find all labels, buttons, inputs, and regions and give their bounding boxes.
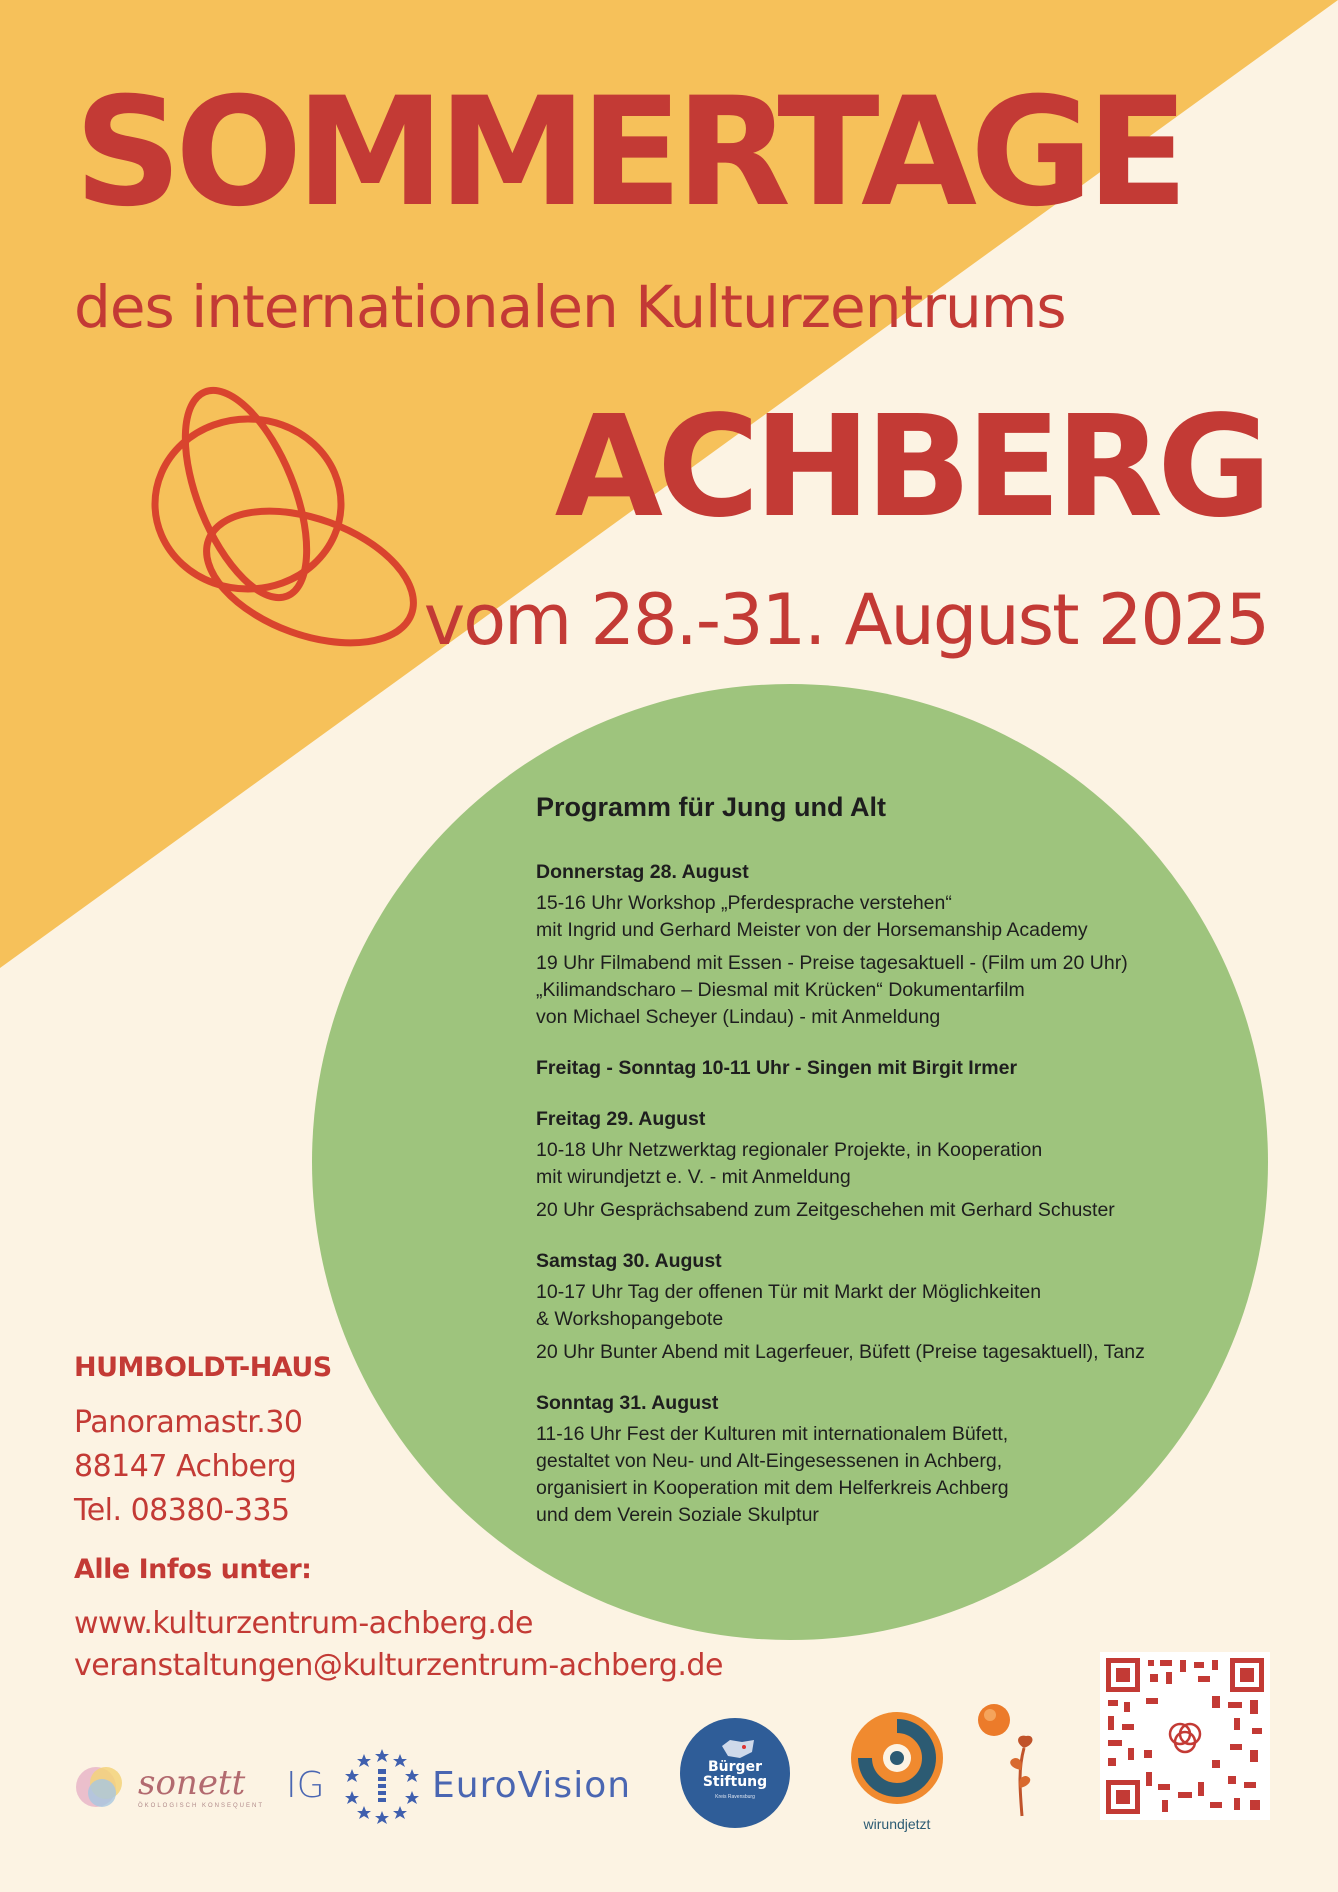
website-link[interactable]: www.kulturzentrum-achberg.de xyxy=(74,1606,533,1641)
wirundjetzt-logo xyxy=(842,1706,952,1836)
qr-code[interactable] xyxy=(1100,1652,1270,1820)
eurovision-wordmark: EuroVision xyxy=(432,1765,632,1806)
trefoil-knot-logo xyxy=(138,382,428,652)
event-item: 19 Uhr Filmabend mit Essen - Preise tagesaktuell - (Film um 20 Uhr) „Kilimandscharo – Diesmal mit Krücken“ Dokumentarfilm von Michael Scheyer (Lindau) - mit Anmeldung xyxy=(536,952,1128,1028)
day-title: Donnerstag 28. August xyxy=(536,861,749,883)
venue-street: Panoramastr.30 xyxy=(74,1405,303,1440)
program-day xyxy=(536,861,1216,1031)
recurring-event: Freitag - Sonntag 10-11 Uhr - Singen mit Birgit Irmer xyxy=(536,1057,1018,1079)
buergerstiftung-sub: Kreis Ravensburg xyxy=(715,1794,755,1800)
poster-title: SOMMERTAGE xyxy=(74,66,1182,240)
program-day xyxy=(536,1392,1216,1529)
spiral-icon xyxy=(842,1706,952,1814)
event-item: 20 Uhr Gesprächsabend zum Zeitgeschehen mit Gerhard Schuster xyxy=(536,1199,1115,1221)
event-item: 15-16 Uhr Workshop „Pferdesprache verstehen“ mit Ingrid und Gerhard Meister von der Horsemanship Academy xyxy=(536,892,1088,941)
sonett-tagline: ÖKOLOGISCH KONSEQUENT xyxy=(138,1803,265,1809)
eu-stars-icon xyxy=(342,1745,422,1825)
infos-block xyxy=(74,1554,723,1687)
qr-knot-icon xyxy=(1163,1714,1207,1758)
sonett-logo xyxy=(72,1757,272,1817)
day-title: Sonntag 31. August xyxy=(536,1392,719,1414)
sonett-icon xyxy=(72,1757,132,1817)
buergerstiftung-wordmark: Bürger Stiftung xyxy=(702,1759,768,1790)
poster-dates: vom 28.-31. August 2025 xyxy=(423,579,1268,661)
venue-block xyxy=(74,1352,634,1533)
buergerstiftung-logo xyxy=(680,1718,790,1828)
event-item: 10-18 Uhr Netzwerktag regionaler Projekte, in Kooperation mit wirundjetzt e. V. - mit Anmeldung xyxy=(536,1139,1043,1188)
venue-name: HUMBOLDT-HAUS xyxy=(74,1352,332,1383)
event-item: 11-16 Uhr Fest der Kulturen mit internationalem Büfett, gestaltet von Neu- und Alt-Eingesessenen in Achberg, organisiert in Kooperation mit dem Helferkreis Achberg und dem Verein Soziale Skulptur xyxy=(536,1423,1009,1526)
poster-place: ACHBERG xyxy=(554,386,1266,549)
program-day xyxy=(536,1108,1216,1224)
day-title: Samstag 30. August xyxy=(536,1250,722,1272)
wirundjetzt-wordmark: wirundjetzt xyxy=(863,1816,931,1832)
program-day xyxy=(536,1250,1216,1366)
venue-phone: Tel. 08380-335 xyxy=(74,1493,290,1528)
venue-city: 88147 Achberg xyxy=(74,1449,297,1484)
map-icon xyxy=(720,1738,756,1760)
poster-subtitle: des internationalen Kulturzentrums xyxy=(74,273,1066,341)
day-title: Freitag 29. August xyxy=(536,1108,706,1130)
email-link[interactable]: veranstaltungen@kulturzentrum-achberg.de xyxy=(74,1648,723,1683)
event-item: 10-17 Uhr Tag der offenen Tür mit Markt der Möglichkeiten & Workshopangebote xyxy=(536,1281,1042,1330)
program-heading: Programm für Jung und Alt xyxy=(536,792,886,822)
ig-wordmark: IG xyxy=(286,1765,325,1806)
program-section xyxy=(536,792,1216,1555)
infos-title: Alle Infos unter: xyxy=(74,1554,312,1585)
sonett-wordmark: sonett xyxy=(138,1763,246,1803)
ig-eurovision-logo xyxy=(286,1745,646,1825)
event-item: 20 Uhr Bunter Abend mit Lagerfeuer, Büfett (Preise tagesaktuell), Tanz xyxy=(536,1341,1145,1363)
orange-flower-logo xyxy=(972,1700,1052,1820)
